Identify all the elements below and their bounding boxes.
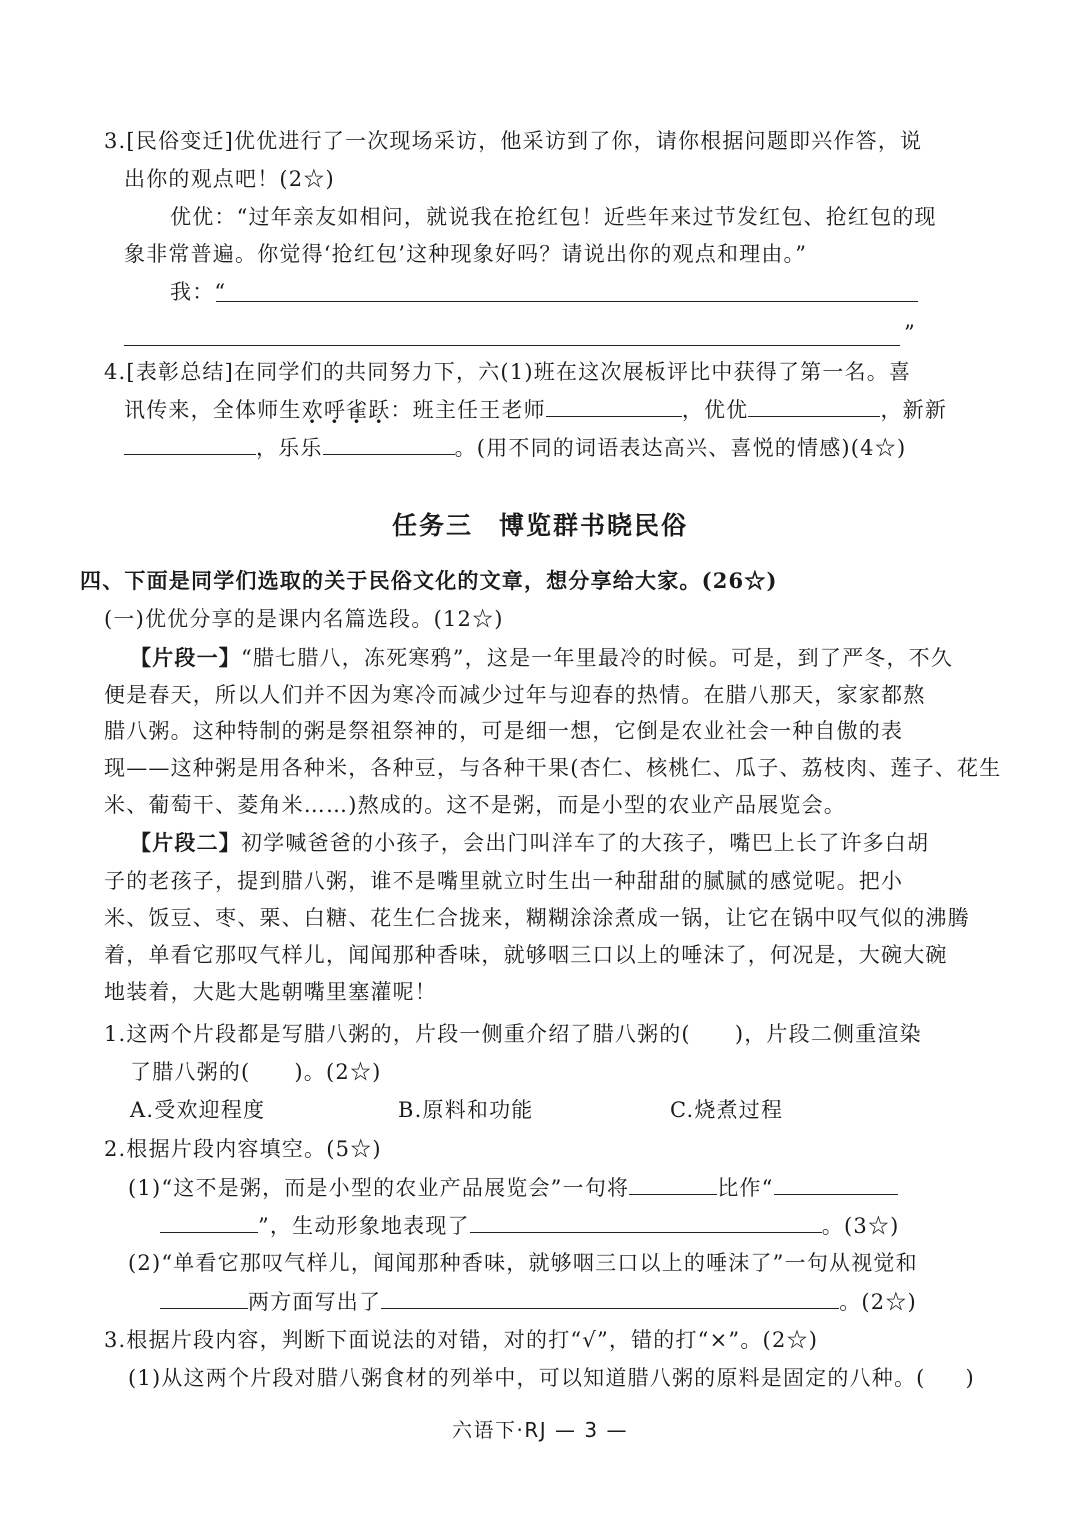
fragment-1-text: “腊七腊八，冻死寒鸦”，这是一年里最冷的时候。可是，到了严冬，不久 — [241, 646, 954, 670]
qq1-text-c: 了腊八粥的( — [130, 1060, 251, 1084]
q3-answer-line-2[interactable] — [124, 345, 900, 346]
qq2-part1-line-1 — [128, 1172, 898, 1203]
qq2-blank-1[interactable] — [629, 1172, 717, 1195]
q4-text-c: ，优优 — [681, 398, 749, 422]
q3-line-1: 3.[民俗变迁]优优进行了一次现场采访，他采访到了你，请你根据问题即兴作答，说 — [104, 129, 923, 153]
qq1-text-b: )，片段二侧重渲染 — [734, 1022, 922, 1046]
qq3-text-a: (1)从这两个片段对腊八粥食材的列举中，可以知道腊八粥的原料是固定的八种。( — [128, 1366, 926, 1390]
q4-blank-youyou[interactable] — [748, 394, 880, 417]
q4-text-a: 讯传来，全体师生 — [124, 398, 302, 422]
qq1-option-b: B.原料和功能 — [398, 1098, 534, 1122]
fragment-2-line-5: 地装着，大匙大匙朝嘴里塞灌呢！ — [104, 980, 437, 1004]
fragment-2-line-4: 着，单看它那叹气样儿，闻闻那种香味，就够咽三口以上的唾沫了，何况是，大碗大碗 — [104, 943, 948, 967]
q4-blank-xinxin[interactable] — [124, 432, 256, 455]
qq3-statement-1 — [128, 1363, 975, 1393]
qq2-text-d: 。(3☆) — [821, 1214, 900, 1238]
fragment-1-line-2: 便是春天，所以人们并不因为寒冷而减少过年与迎春的热情。在腊八那天，家家都熬 — [104, 683, 926, 707]
qq3-text-b: ) — [965, 1366, 975, 1390]
qq1-line-2 — [130, 1057, 382, 1087]
qq3-heading: 3.根据片段内容，判断下面说法的对错，对的打“√”，错的打“×”。(2☆) — [104, 1328, 819, 1352]
q4-text-e: ，乐乐 — [256, 436, 323, 460]
qq2-heading: 2.根据片段内容填空。(5☆) — [104, 1137, 382, 1161]
fragment-2-line-1 — [130, 828, 929, 858]
qq2-blank-3[interactable] — [470, 1210, 822, 1233]
task-name: 博览群书晓民俗 — [499, 511, 689, 540]
q4-blank-teacher[interactable] — [546, 394, 682, 417]
qq1-text-d: )。(2☆) — [294, 1060, 382, 1084]
q3-answer-label: 我：“ — [170, 280, 227, 304]
qq2-blank-5[interactable] — [381, 1286, 839, 1309]
fragment-2-label: 【片段二】 — [130, 830, 241, 855]
fragment-1-line-5: 米、葡萄干、菱角米……)熬成的。这不是粥，而是小型的农业产品展览会。 — [104, 793, 846, 817]
qq1-text-a: 1.这两个片段都是写腊八粥的，片段一侧重介绍了腊八粥的( — [104, 1022, 691, 1046]
qq2-blank-2b[interactable] — [160, 1210, 258, 1233]
q4-text-d: ，新新 — [880, 398, 948, 422]
q4-line-1: 4.[表彰总结]在同学们的共同努力下，六(1)班在这次展板评比中获得了第一名。喜 — [104, 360, 912, 384]
qq2-blank-2a[interactable] — [774, 1172, 898, 1195]
q4-line-2 — [124, 394, 947, 425]
fragment-2-line-2: 子的老孩子，提到腊八粥，谁不是嘴里就立时生出一种甜甜的腻腻的感觉呢。把小 — [104, 869, 904, 893]
q4-line-3 — [124, 432, 906, 463]
qq2-text-c: ”，生动形象地表现了 — [258, 1214, 470, 1238]
qq1-option-a: A.受欢迎程度 — [130, 1098, 266, 1122]
qq1-line-1 — [104, 1019, 922, 1049]
qq2-text-a: (1)“这不是粥，而是小型的农业产品展览会”一句将 — [128, 1176, 630, 1200]
section-heading: 四、下面是同学们选取的关于民俗文化的文章，想分享给大家。(26☆) — [80, 568, 778, 593]
fragment-1-line-1 — [130, 643, 953, 673]
page-footer: 六语下·RJ — 3 — — [452, 1418, 628, 1442]
fragment-2-text: 初学喊爸爸的小孩子，会出门叫洋车了的大孩子，嘴巴上长了许多白胡 — [241, 831, 930, 855]
task-number: 任务三 — [391, 511, 473, 540]
emphasis-char: 雀 — [346, 398, 369, 422]
task-title — [0, 506, 1080, 542]
qq2-text-f: 。(2☆) — [839, 1290, 917, 1314]
emphasis-char: 呼 — [323, 398, 347, 422]
subsection-heading: (一)优优分享的是课内名篇选段。(12☆) — [104, 607, 504, 631]
fragment-1-line-4: 现——这种粥是用各种米，各种豆，与各种干果(杏仁、核桃仁、瓜子、荔枝肉、莲子、花生 — [104, 756, 1002, 780]
emphasis-char: 欢 — [301, 398, 324, 422]
q4-text-b: ：班主任王老师 — [390, 398, 546, 422]
q3-quote-line-2: 象非常普遍。你觉得‘抢红包’这种现象好吗？请说出你的观点和理由。” — [124, 242, 808, 266]
q3-quote-line-1: 优优：“过年亲友如相问，就说我在抢红包！近些年来过节发红包、抢红包的现 — [170, 205, 937, 229]
qq2-part1-line-2 — [160, 1210, 900, 1241]
qq2-blank-4[interactable] — [160, 1286, 248, 1309]
qq2-text-b: 比作“ — [717, 1176, 774, 1200]
q3-line-2: 出你的观点吧！(2☆) — [124, 167, 335, 191]
qq2-part2-line-2 — [160, 1286, 917, 1317]
fragment-1-line-3: 腊八粥。这种特制的粥是祭祖祭神的，可是细一想，它倒是农业社会一种自傲的表 — [104, 719, 904, 743]
q3-close-quote: ” — [904, 321, 916, 345]
qq1-option-c: C.烧煮过程 — [670, 1098, 784, 1122]
q4-blank-lele[interactable] — [323, 432, 455, 455]
qq2-text-e: 两方面写出了 — [248, 1290, 382, 1314]
q4-text-f: 。(用不同的词语表达高兴、喜悦的情感)(4☆) — [454, 436, 907, 460]
fragment-2-line-3: 米、饭豆、枣、栗、白糖、花生仁合拢来，糊糊涂涂煮成一锅，让它在锅中叹气似的沸腾 — [104, 906, 970, 930]
qq2-part2-line-1: (2)“单看它那叹气样儿，闻闻那种香味，就够咽三口以上的唾沫了”一句从视觉和 — [128, 1251, 918, 1275]
emphasis-char: 跃 — [368, 398, 391, 422]
fragment-1-label: 【片段一】 — [130, 645, 241, 670]
q3-answer-line-1[interactable] — [216, 301, 918, 302]
